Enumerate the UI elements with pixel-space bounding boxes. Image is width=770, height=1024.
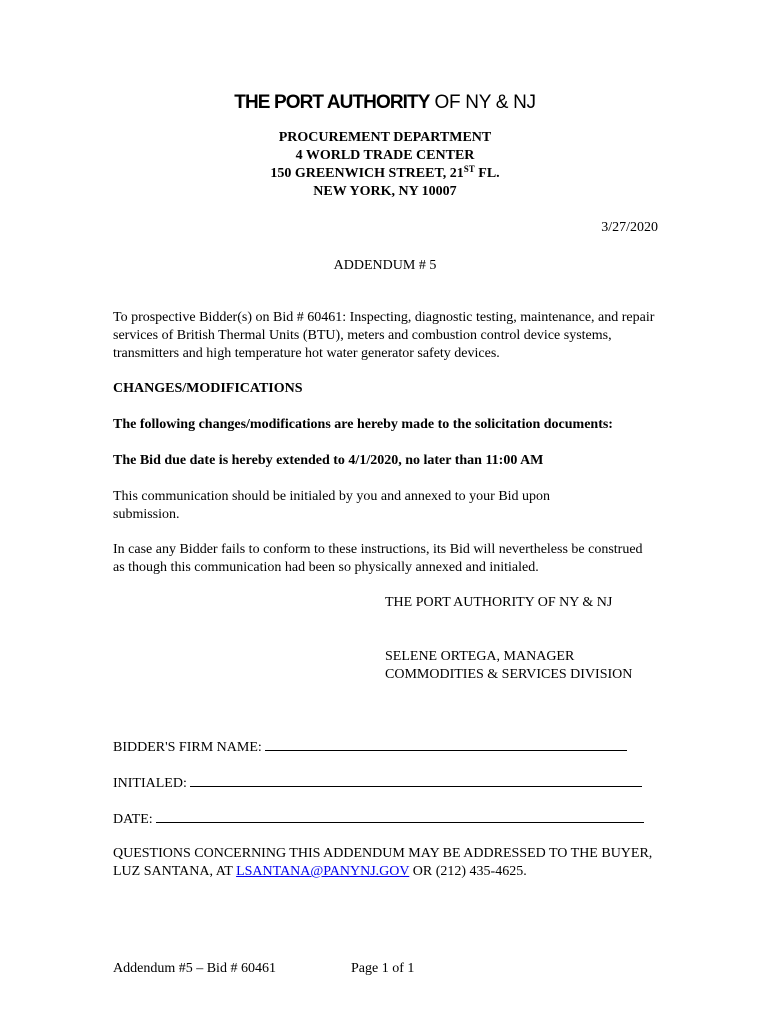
changes-statement: The following changes/modifications are hereby made to the solicitation documents: <box>113 417 613 432</box>
address-line-3 <box>0 165 770 183</box>
firm-name-field <box>113 737 627 757</box>
initialed-field <box>113 773 642 793</box>
signature-name: SELENE ORTEGA, MANAGER <box>385 649 575 664</box>
address-line-3-main: 150 GREENWICH STREET, 21 <box>270 166 464 181</box>
footer-page-number: Page 1 of 1 <box>351 961 415 976</box>
signature-org: THE PORT AUTHORITY OF NY & NJ <box>385 595 613 610</box>
signature-division: COMMODITIES & SERVICES DIVISION <box>385 667 633 682</box>
firm-name-label: BIDDER'S FIRM NAME: <box>113 740 262 755</box>
port-authority-logo <box>0 92 770 114</box>
date-label: DATE: <box>113 812 153 827</box>
initialed-label: INITIALED: <box>113 776 187 791</box>
address-line-3-tail: FL. <box>474 166 500 181</box>
document-date: 3/27/2020 <box>601 220 658 235</box>
date-field <box>113 809 644 829</box>
initialed-blank[interactable] <box>190 773 642 787</box>
date-blank[interactable] <box>156 809 644 823</box>
address-line-2: 4 WORLD TRADE CENTER <box>295 148 475 163</box>
buyer-email-link[interactable]: LSANTANA@PANYNJ.GOV <box>236 864 410 879</box>
footer-bid-reference: Addendum #5 – Bid # 60461 <box>113 961 276 976</box>
address-line-1: PROCUREMENT DEPARTMENT <box>278 130 492 145</box>
logo-bold-text: THE PORT AUTHORITY <box>234 92 430 113</box>
initial-instruction: This communication should be initialed by you and annexed to your Bid upon submission. <box>113 489 551 522</box>
logo-light-text: OF NY & NJ <box>434 92 536 113</box>
conform-instruction: In case any Bidder fails to conform to these instructions, its Bid will nevertheless be construed as though this communication had been so physically annexed and initialed. <box>113 542 643 575</box>
department-address <box>0 129 770 201</box>
addendum-title: ADDENDUM # 5 <box>333 258 437 273</box>
questions-paragraph <box>113 845 658 881</box>
due-date-statement: The Bid due date is hereby extended to 4/1/2020, no later than 11:00 AM <box>113 453 544 468</box>
address-line-4: NEW YORK, NY 10007 <box>313 184 457 199</box>
questions-phone-text: OR (212) 435-4625. <box>409 864 527 879</box>
address-line-3-superscript: ST <box>463 164 475 174</box>
firm-name-blank[interactable] <box>265 737 627 751</box>
questions-text: QUESTIONS CONCERNING THIS ADDENDUM MAY BE ADDRESSED TO THE BUYER, LUZ SANTANA, AT <box>113 846 653 879</box>
intro-paragraph: To prospective Bidder(s) on Bid # 60461: Inspecting, diagnostic testing, maintenance, and repair services of British Thermal Units (BTU), meters and combustion control device systems, transmitters and high temperature hot water generator safety devices. <box>113 310 655 361</box>
changes-heading: CHANGES/MODIFICATIONS <box>113 381 303 396</box>
